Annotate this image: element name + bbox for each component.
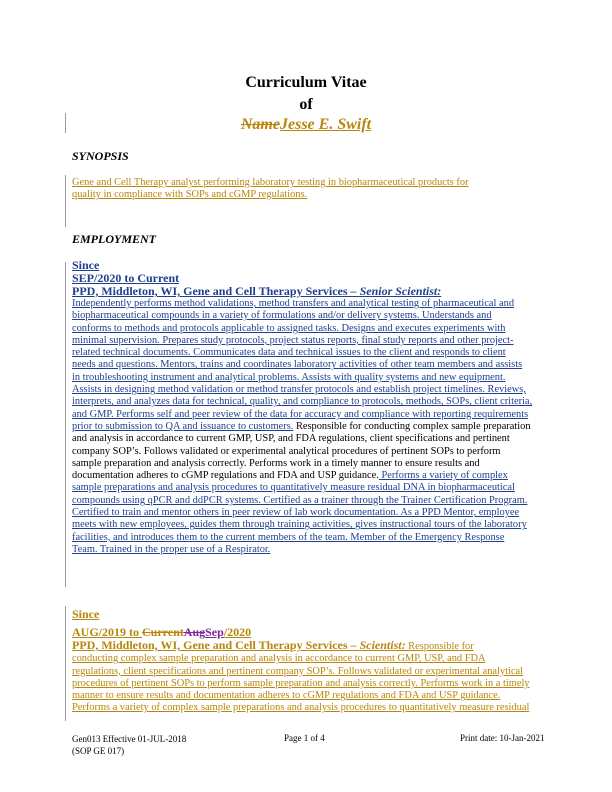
change-bar <box>65 175 66 227</box>
title-line1: Curriculum Vitae <box>245 74 367 91</box>
job-desc-line: manner to ensure results and documentation adheres to cGMP regulations and FDA and USP guidance. <box>72 690 501 702</box>
synopsis-text <box>72 177 562 202</box>
change-bar <box>65 606 66 721</box>
job-desc-line: facilities, and introduces them to the current members of the team. Member of the Emergency Response <box>72 531 505 543</box>
job-desc-line: interprets, and analyzes data for technical, quality, and compliance to protocols, methods, SOPs, client criteria, <box>72 396 533 408</box>
job-desc-line: Team. Trained in the proper use of a Respirator. <box>72 543 271 555</box>
deleted-date-text: Aug <box>183 625 206 639</box>
job-desc-line <box>72 470 562 482</box>
job-role: Senior Scientist: <box>359 284 442 298</box>
job-desc-line: company SOP’s. Follows validated or experimental analytical procedures of pertinent SOPs to perform <box>72 445 501 457</box>
job-since: Since <box>72 607 100 621</box>
job-dates: SEP/2020 to Current <box>72 271 180 285</box>
job-desc-line: related technical documents. Communicates data and technical issues to the client and responds to client <box>72 347 506 359</box>
job-desc-line: Independently performs method validations, method transfers and analytical testing of pharmaceutical and <box>72 298 515 309</box>
job-desc-fragment: documentation adheres to cGMP regulations and FDA and USP guidance. <box>72 470 379 482</box>
job-desc-line: needs and questions. Mentors, trains and coordinates laboratory activities of other team members and assists <box>72 359 523 371</box>
job-desc-line: Assists in designing method validation or method transfer protocols and establish project timelines. Reviews, <box>72 384 526 396</box>
change-bar <box>65 262 66 587</box>
job-title-line <box>72 285 562 298</box>
job-desc-line <box>72 421 562 433</box>
job-desc-fragment: Responsible for conducting complex sample preparation <box>293 420 531 432</box>
job-desc-line: Performs a variety of complex sample preparations and analysis procedures to quantitatively measure residual <box>72 702 530 714</box>
job-desc-line: in troubleshooting instrument and analytical problems. Assists with quality systems and new equipment. <box>72 371 506 383</box>
footer-page-number: Page 1 of 4 <box>284 733 325 743</box>
footer-doc-id <box>72 733 186 757</box>
job-entry-senior-scientist <box>72 259 562 556</box>
job-desc-fragment: Responsible for <box>405 641 474 652</box>
job-dates-fragment: /2020 <box>223 625 252 639</box>
job-title-line <box>72 639 562 653</box>
job-desc-line: Certified to train and mentor others in peer review of lab work documentation. As a PPD Mentor, employee <box>72 507 520 519</box>
deleted-name-placeholder: Name <box>240 116 280 133</box>
job-desc-line: procedures of pertinent SOPs to perform sample preparation and analysis correctly. Performs work in a timely <box>72 677 530 689</box>
job-desc-line: conducting complex sample preparation and analysis in accordance to current GMP, USP, and FDA <box>72 653 486 665</box>
synopsis-heading: SYNOPSIS <box>72 149 129 163</box>
footer-print-date: Print date: 10-Jan-2021 <box>460 733 545 743</box>
candidate-name <box>0 116 612 134</box>
job-desc-line: regulations, client specifications and pertinent company SOP’s. Follows validated or experimental analytical <box>72 665 524 677</box>
job-desc-line: and GMP. Performs self and peer review of the data for accuracy and compliance with reporting requirements <box>72 408 529 420</box>
name-text: Jesse E. Swift <box>279 116 372 133</box>
job-desc-fragment: Performs a variety of complex <box>378 470 508 482</box>
job-desc-line: conforms to methods and protocols applicable to assigned tasks. Designs and executes experiments with <box>72 322 506 334</box>
deleted-date-text: Current <box>142 625 184 639</box>
job-desc-line: sample preparation and analysis correctly. Performs work in a timely manner to ensure results and <box>72 457 480 469</box>
job-desc-line: meets with new employees, guides them through training activities, gives instructional tours of the laboratory <box>72 519 527 531</box>
job-employer: PPD, Middleton, WI, Gene and Cell Therapy Services – <box>72 284 360 298</box>
job-desc-line: sample preparations and analysis procedures to quantitatively measure residual DNA in biopharmaceutical <box>72 482 515 494</box>
job-desc-fragment: prior to submission to QA and issuance to customers. <box>72 420 294 432</box>
synopsis-line: Gene and Cell Therapy analyst performing laboratory testing in biopharmaceutical products for <box>72 177 469 188</box>
footer-effective: Gen013 Effective 01-JUL-2018 <box>72 734 187 744</box>
synopsis-line: quality in compliance with SOPs and cGMP regulations. <box>72 189 308 201</box>
title-line2: of <box>299 96 313 113</box>
employment-heading: EMPLOYMENT <box>72 232 156 246</box>
job-desc-line: minimal supervision. Prepares study protocols, project status reports, final study reports and other project- <box>72 334 514 346</box>
job-desc-line: biopharmaceutical compounds in a variety of formulations and/or delivery systems. Understands and <box>72 310 492 322</box>
job-role: Scientist: <box>359 638 406 652</box>
job-entry-scientist <box>72 608 562 715</box>
job-desc-line: and analysis in accordance to current GMP, USP, and FDA regulations, client specifications and pertinent <box>72 433 510 445</box>
job-since: Since <box>72 258 100 272</box>
job-desc-line: compounds using qPCR and ddPCR systems. Certified as a trainer through the Trainer Certification Program. <box>72 494 528 506</box>
job-dates-fragment: AUG/2019 to <box>72 625 142 639</box>
job-employer: PPD, Middleton, WI, Gene and Cell Therapy Services – <box>72 638 360 652</box>
inserted-date-text: Sep <box>205 625 224 639</box>
footer-sop: (SOP GE 017) <box>72 746 125 756</box>
